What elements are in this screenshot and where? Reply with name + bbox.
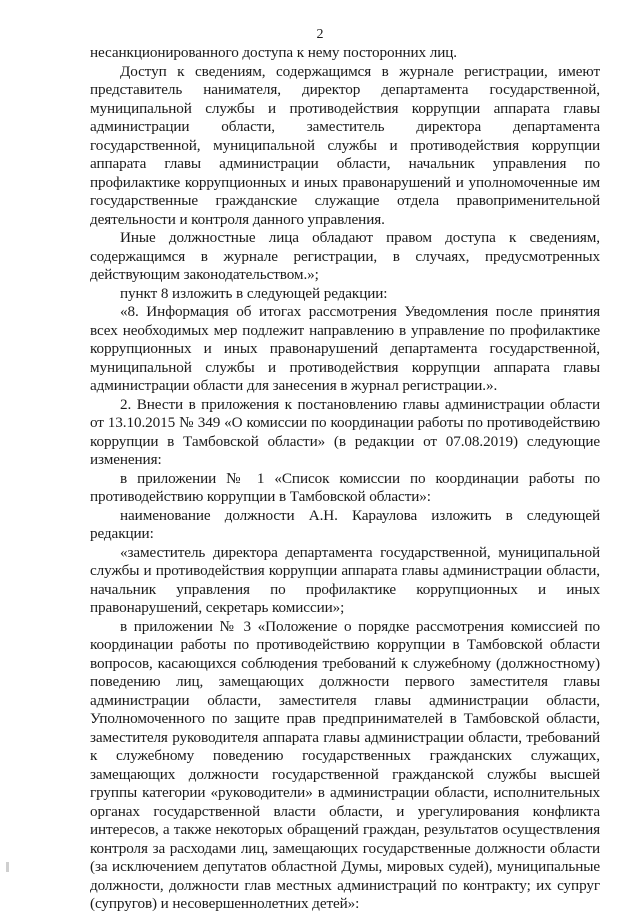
paragraph-position-text: «заместитель директора департамента государственной, муниципальной службы и противодействия коррупции аппарата главы администрации области, начальник управления по профилактике коррупционных и иных правонарушений, секретарь комиссии»; [90,543,600,616]
scan-edge-mark [6,862,9,872]
paragraph-position-name: наименование должности А.Н. Караулова изложить в следующей редакции: [90,506,600,542]
paragraph-access-info: Доступ к сведениям, содержащимся в журнале регистрации, имеют представитель нанимателя, директор департамента государственной, муниципальной службы и противодействия коррупции аппарата главы администрации области, заместитель директора департамента государственной, муниципальной службы и противодействия коррупции аппарата главы администрации области, начальник управления по профилактике коррупционных и иных правонарушений и уполномоченные им государственные гражданские служащие отдела правоприменительной деятельности и контроля данного управления. [90,62,600,228]
paragraph-continuation: несанкционированного доступа к нему посторонних лиц. [90,44,457,61]
paragraph-point-8-intro: пункт 8 изложить в следующей редакции: [120,284,388,302]
paragraph-section-2: 2. Внести в приложения к постановлению главы администрации области от 13.10.2015 № 349 «О комиссии по координации работы по противодействию коррупции в Тамбовской области» (в редакции от 07.08.2019) следующие изменения: [90,395,600,468]
document-body [90,44,600,914]
paragraph-appendix-1: в приложении № 1 «Список комиссии по координации работы по противодействию коррупции в Тамбовской области»: [90,469,600,505]
paragraph-appendix-3: в приложении № 3 «Положение о порядке рассмотрения комиссией по координации работы по противодействию коррупции в Тамбовской области вопросов, касающихся соблюдения требований к служебному (должностному) поведению лиц, замещающих должности первого заместителя главы администрации области, заместителя главы администрации области, Уполномоченного по защите прав предпринимателей в Тамбовской области, заместителя руководителя аппарата главы администрации области, требований к служебному поведению государственных гражданских служащих, замещающих должности государственной гражданской службы высшей группы категории «руководители» в администрации области, исполнительных органах государственной власти области, и урегулирования конфликта интересов, а также некоторых обращений граждан, результатов осуществления контроля за расходами лиц, замещающих государственные должности области (за исключением депутатов областной Думы, мировых судей), муниципальные должности, должности глав местных администраций по контракту; их супруг (супругов) и несовершеннолетних детей»: [90,617,600,912]
paragraph-point-8-text: «8. Информация об итогах рассмотрения Уведомления после принятия всех необходимых мер подлежит направлению в управление по профилактике коррупционных и иных правонарушений департамента государственной, муниципальной службы и противодействия коррупции аппарата главы администрации области для занесения в журнал регистрации.». [90,303,600,394]
page-number: 2 [316,27,324,42]
paragraph-other-officials: Иные должностные лица обладают правом доступа к сведениям, содержащимся в журнале регистрации, в случаях, предусмотренных действующим законодательством.»; [90,229,600,283]
